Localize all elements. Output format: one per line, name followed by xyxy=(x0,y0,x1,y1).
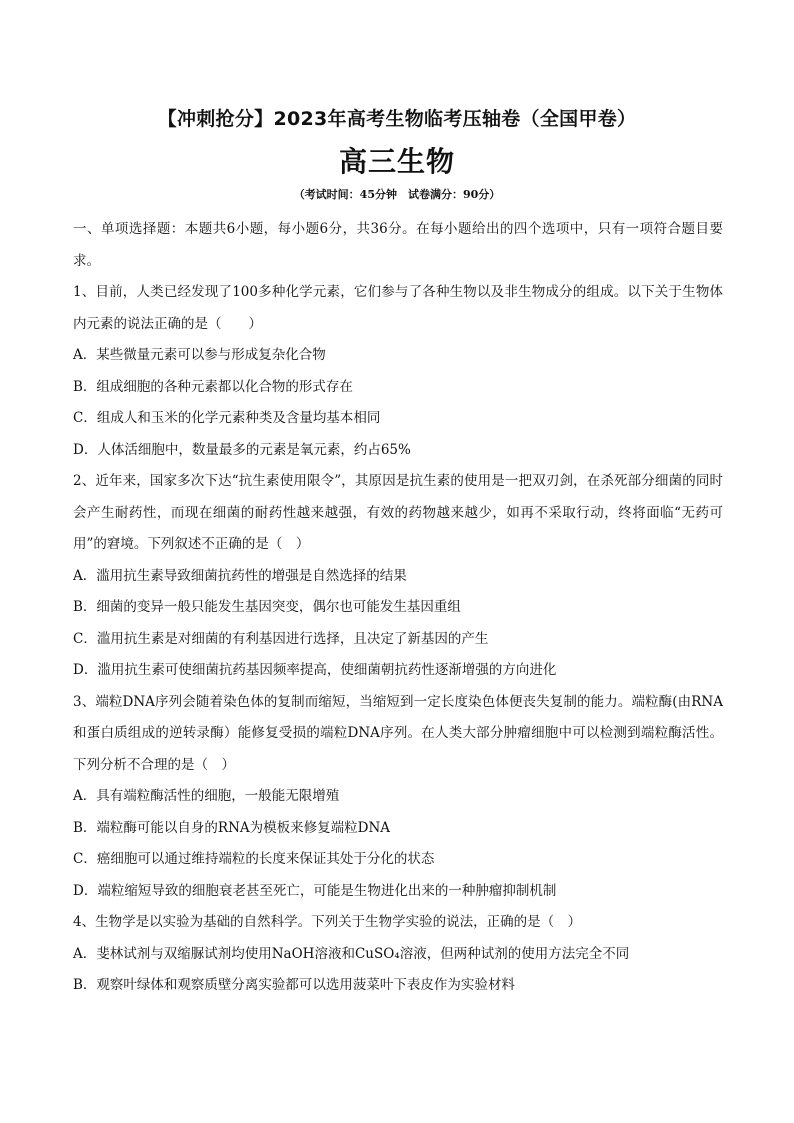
question-stem: 4、生物学是以实验为基础的自然科学。下列关于生物学实验的说法，正确的是（ ） xyxy=(73,914,582,930)
option-b: B．端粒酶可能以自身的RNA为模板来修复端粒DNA xyxy=(73,819,391,836)
option-a: A．斐林试剂与双缩脲试剂均使用NaOH溶液和CuSO₄溶液，但两种试剂的使用方法完全不同 xyxy=(73,945,630,962)
section-heading: 一、单项选择题：本题共6小题，每小题6分，共36分。在每小题给出的四个选项中，只有一项符合题目要求。 xyxy=(73,221,723,269)
option-a: A．某些微量元素可以参与形成复杂化合物 xyxy=(73,347,326,363)
option-c: C．组成人和玉米的化学元素种类及含量均基本相同 xyxy=(73,410,381,426)
exam-content xyxy=(73,214,723,1002)
option-a: A．具有端粒酶活性的细胞，一般能无限增殖 xyxy=(73,788,340,804)
exam-info: （考试时间：45分钟 试卷满分：90分） xyxy=(293,188,501,201)
document-subtitle: 高三生物 xyxy=(338,145,455,178)
question-stem: 1、目前，人类已经发现了100多种化学元素，它们参与了各种生物以及非生物成分的组成。以下关于生物体内元素的说法正确的是（ ） xyxy=(73,284,723,332)
option-d: D．人体活细胞中，数量最多的元素是氧元素，约占65% xyxy=(73,441,411,458)
question-1 xyxy=(73,277,723,466)
question-4 xyxy=(73,907,723,1002)
document-title: 【冲刺抢分】2023年高考生物临考压轴卷（全国甲卷） xyxy=(157,108,637,130)
question-stem: 2、近年来，国家多次下达“抗生素使用限令”，其原因是抗生素的使用是一把双刃剑，在杀死部分细菌的同时会产生耐药性，而现在细菌的耐药性越来越强，有效的药物越来越少，如再不采取行动，终将面临“无药可用”的窘境。下列叙述不正确的是（ ） xyxy=(73,473,723,552)
option-d: D．端粒缩短导致的细胞衰老甚至死亡，可能是生物进化出来的一种肿瘤抑制机制 xyxy=(73,882,557,899)
option-d: D．滥用抗生素可使细菌抗药基因频率提高，使细菌朝抗药性逐渐增强的方向进化 xyxy=(73,662,557,678)
option-b: B．观察叶绿体和观察质壁分离实验都可以选用菠菜叶下表皮作为实验材料 xyxy=(73,977,515,993)
option-c: C．癌细胞可以通过维持端粒的长度来保证其处于分化的状态 xyxy=(73,851,435,867)
option-c: C．滥用抗生素是对细菌的有利基因进行选择，且决定了新基因的产生 xyxy=(73,630,489,647)
question-2 xyxy=(73,466,723,687)
option-a: A．滥用抗生素导致细菌抗药性的增强是自然选择的结果 xyxy=(73,567,407,584)
option-b: B．细菌的变异一般只能发生基因突变，偶尔也可能发生基因重组 xyxy=(73,599,461,615)
option-b: B．组成细胞的各种元素都以化合物的形式存在 xyxy=(73,378,353,395)
question-3 xyxy=(73,687,723,908)
question-stem: 3、端粒DNA序列会随着染色体的复制而缩短，当缩短到一定长度染色体便丧失复制的能力。端粒酶(由RNA和蛋白质组成的逆转录酶）能修复受损的端粒DNA序列。在人类大部分肿瘤细胞中可以检测到端粒酶活性。下列分析不合理的是（ ） xyxy=(73,693,723,773)
